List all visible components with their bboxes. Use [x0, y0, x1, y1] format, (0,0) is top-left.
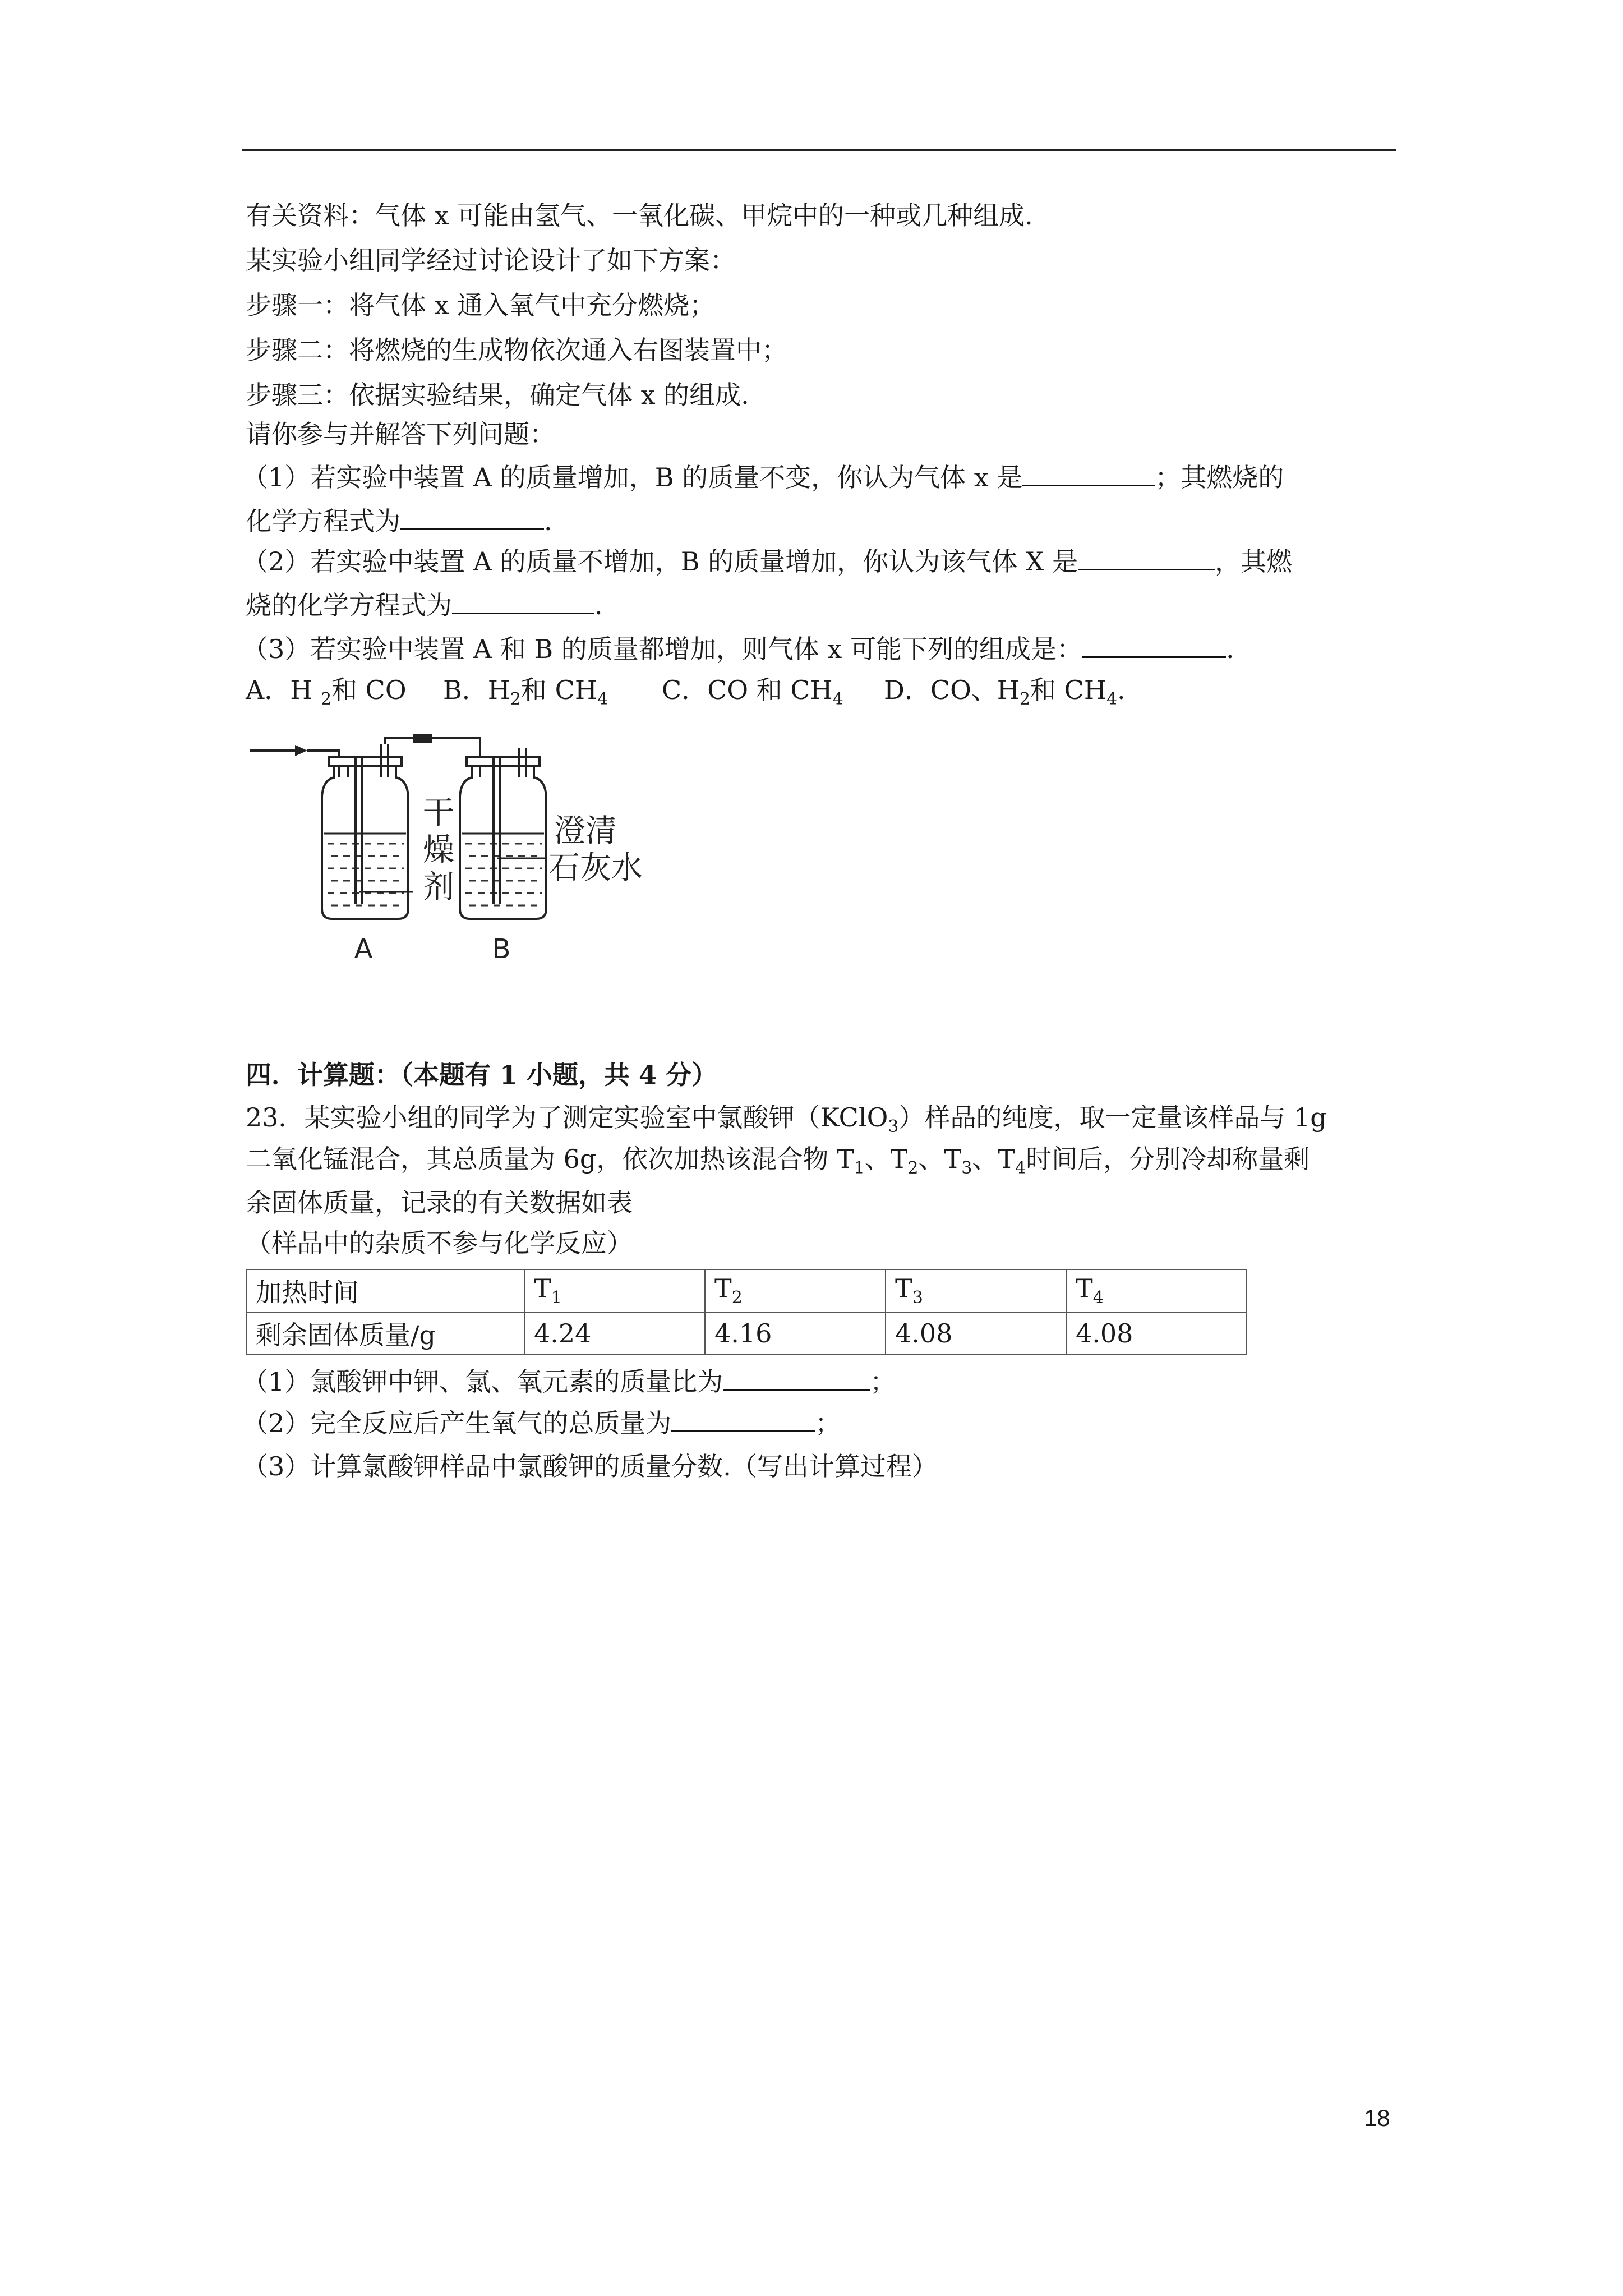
option-d-text-3: .	[1117, 675, 1126, 705]
question-2-text: （2）若实验中装置 A 的质量不增加，B 的质量增加，你认为该气体 X 是	[242, 546, 1078, 577]
time-letter: T	[1076, 1273, 1093, 1304]
option-a-text: A．H	[246, 675, 321, 705]
question-3-text-2: .	[1225, 634, 1234, 664]
option-c-sub: 4	[832, 689, 843, 710]
answer-blank-q1-equation[interactable]	[400, 504, 544, 530]
question-23-sub-3: （3）计算氯酸钾样品中氯酸钾的质量分数.（写出计算过程）	[242, 1451, 938, 1481]
question-1-line-1	[242, 460, 1284, 494]
question-23-sub-2-text: （2）完全反应后产生氧气的总质量为	[242, 1408, 672, 1438]
question-23-sub-t2: 2	[907, 1158, 919, 1179]
question-23-sub-t4: 4	[1015, 1158, 1026, 1179]
intro-line-1: 有关资料：气体 x 可能由氢气、一氧化碳、甲烷中的一种或几种组成.	[246, 200, 1033, 231]
time-letter: T	[714, 1273, 732, 1304]
inlet-arrow-icon	[250, 745, 307, 756]
option-b	[443, 673, 608, 716]
option-d-sub-2: 4	[1106, 689, 1118, 710]
question-23-text: 23．某实验小组的同学为了测定实验室中氯酸钾（KClO	[246, 1102, 888, 1133]
option-a	[246, 673, 407, 716]
option-a-sub: 2	[320, 689, 332, 710]
question-1-text: （1）若实验中装置 A 的质量增加，B 的质量不变，你认为气体 x 是	[242, 462, 1023, 493]
time-letter: T	[895, 1273, 912, 1304]
option-c-text: C．CO 和 CH	[662, 675, 833, 705]
question-23-sep-1: 、T	[864, 1144, 908, 1174]
limewater-label-1: 澄清	[554, 813, 617, 849]
question-23-text-3: 二氧化锰混合，其总质量为 6g，依次加热该混合物 T	[246, 1144, 854, 1174]
question-23-line-1	[246, 1101, 1327, 1144]
option-d-sub-1: 2	[1019, 689, 1030, 710]
answer-blank-q3[interactable]	[1082, 632, 1226, 658]
time-letter: T	[534, 1273, 551, 1304]
question-1-text-3: 化学方程式为	[246, 506, 400, 536]
question-23-sub-1-end: ；	[870, 1366, 896, 1397]
table-cell-time	[524, 1269, 705, 1312]
bottle-a-label: A	[354, 933, 373, 965]
desiccant-label-3: 剂	[423, 869, 454, 905]
question-23-note: （样品中的杂质不参与化学反应）	[246, 1228, 633, 1258]
heating-data-table	[246, 1269, 1247, 1355]
bottle-b	[460, 748, 546, 919]
question-23-text-2: ）样品的纯度，取一定量该样品与 1g	[898, 1102, 1327, 1133]
time-sub: 1	[551, 1288, 562, 1308]
answer-blank-q2-gas[interactable]	[1078, 544, 1215, 570]
question-23-line-3: 余固体质量，记录的有关数据如表	[246, 1188, 633, 1218]
question-prompt: 请你参与并解答下列问题：	[246, 419, 555, 449]
table-cell-mass: 4.08	[886, 1312, 1066, 1355]
question-23-sep-2: 、T	[918, 1144, 962, 1174]
question-23-sub: 3	[888, 1117, 899, 1137]
question-23-sep-3: 、T	[972, 1144, 1015, 1174]
option-d-text-2: 和 CH	[1030, 675, 1106, 705]
answer-blank-q23-1[interactable]	[723, 1364, 870, 1391]
question-1-text-4: .	[544, 506, 552, 536]
question-2-text-2: ，其燃	[1215, 546, 1293, 577]
question-2-text-4: .	[594, 590, 603, 620]
header-rule	[242, 149, 1396, 151]
step-3: 步骤三：依据实验结果，确定气体 x 的组成.	[246, 380, 749, 410]
table-cell-time	[886, 1269, 1066, 1312]
step-1: 步骤一：将气体 x 通入氧气中充分燃烧；	[246, 290, 716, 320]
rubber-connector	[413, 734, 432, 743]
question-23-sub-1-text: （1）氯酸钾中钾、氯、氧元素的质量比为	[242, 1366, 723, 1397]
table-cell-mass: 4.24	[524, 1312, 705, 1355]
question-2-line-1	[242, 544, 1292, 578]
bottle-b-label: B	[492, 933, 511, 965]
option-d-text: D．CO、H	[884, 675, 1020, 705]
option-b-sub-2: 4	[597, 689, 608, 710]
table-cell-time	[705, 1269, 886, 1312]
table-row	[246, 1269, 1247, 1312]
question-1-text-2: ；其燃烧的	[1155, 462, 1284, 493]
table-row	[246, 1312, 1247, 1355]
desiccant-label-1: 干	[423, 795, 454, 831]
question-2-text-3: 烧的化学方程式为	[246, 590, 452, 620]
option-b-sub-1: 2	[510, 689, 522, 710]
table-cell-time	[1066, 1269, 1247, 1312]
question-3-text: （3）若实验中装置 A 和 B 的质量都增加，则气体 x 可能下列的组成是：	[242, 634, 1082, 664]
question-23-sub-2	[242, 1406, 841, 1440]
answer-blank-q1-gas[interactable]	[1022, 460, 1155, 486]
intro-line-2: 某实验小组同学经过讨论设计了如下方案：	[246, 245, 736, 275]
time-sub: 4	[1092, 1288, 1104, 1308]
desiccant-label-2: 燥	[423, 832, 454, 868]
table-header-cell: 剩余固体质量/g	[246, 1312, 524, 1355]
table-header-cell: 加热时间	[246, 1269, 524, 1312]
time-sub: 2	[731, 1288, 743, 1308]
question-23-text-4: 时间后，分别冷却称量剩	[1026, 1144, 1310, 1174]
question-3-line	[242, 632, 1234, 666]
question-2-line-2	[246, 588, 603, 622]
limewater-label-2: 石灰水	[548, 850, 643, 886]
option-a-text-2: 和 CO	[331, 675, 407, 705]
answer-blank-q2-equation[interactable]	[452, 588, 594, 614]
table-cell-mass: 4.16	[705, 1312, 886, 1355]
table-cell-mass: 4.08	[1066, 1312, 1247, 1355]
option-d	[884, 673, 1126, 716]
question-23-sub-t3: 3	[961, 1158, 972, 1179]
option-c	[662, 673, 843, 716]
question-23-sub-2-end: ；	[815, 1408, 841, 1438]
gas-washing-apparatus-figure	[245, 724, 749, 970]
section-4-heading: 四．计算题：（本题有 1 小题，共 4 分）	[246, 1060, 718, 1090]
option-b-text-2: 和 CH	[521, 675, 597, 705]
page-number: 18	[1364, 2105, 1390, 2131]
step-2: 步骤二：将燃烧的生成物依次通入右图装置中；	[246, 335, 787, 365]
question-23-line-2	[246, 1142, 1310, 1185]
question-1-line-2	[246, 504, 552, 538]
question-23-sub-t1: 1	[854, 1158, 865, 1179]
answer-blank-q23-2[interactable]	[671, 1406, 815, 1432]
option-b-text: B．H	[443, 675, 510, 705]
question-23-sub-1	[242, 1364, 896, 1398]
time-sub: 3	[912, 1288, 923, 1308]
